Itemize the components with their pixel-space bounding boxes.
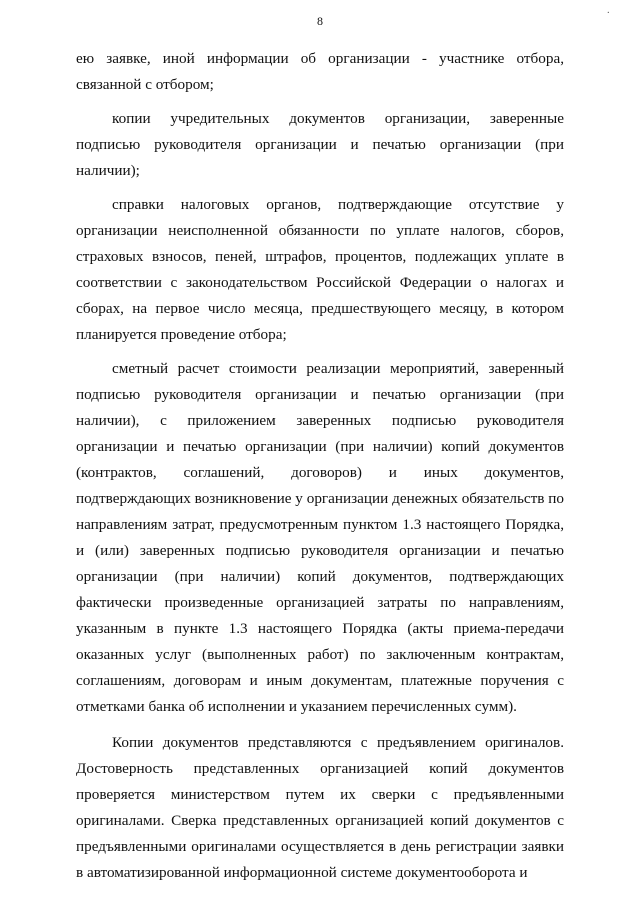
paragraph-continuation: ею заявке, иной информации об организации - участнике отбора, связанной с отбором; xyxy=(76,50,564,93)
corner-mark: · xyxy=(606,8,610,19)
document-body xyxy=(76,46,564,886)
paragraph-tax-certificates: справки налоговых органов, подтверждающие отсутствие у организации неисполненной обязанности по уплате налогов, сборов, страховых взносов, пеней, штрафов, процентов, подлежащих уплате в соответствии с законодательством Российской Федерации о налогах и сборах, на первое число месяца, предшествующего месяцу, в котором планируется проведение отбора; xyxy=(76,196,564,343)
paragraph-cost-estimate: сметный расчет стоимости реализации мероприятий, заверенный подписью руководителя организации и печатью организации (при наличии), с приложением заверенных подписью руководителя организации и печатью организации (при наличии) копий документов (контрактов, соглашений, договоров) и иных документов, подтверждающих возникновение у организации денежных обязательств по направлениям затрат, предусмотренным пунктом 1.3 настоящего Порядка, и (или) заверенных подписью руководителя организации и печатью организации (при наличии) копий документов, подтверждающих фактически произведенные организацией затраты по направлениям, указанным в пункте 1.3 настоящего Порядка (акты приема-передачи оказанных услуг (выполненных работ) по заключенным контрактам, соглашениям, договорам и иным документам, платежные поручения с отметками банка об исполнении и указанием перечисленных сумм). xyxy=(76,360,564,715)
paragraph-founding-documents: копии учредительных документов организации, заверенные подписью руководителя организации и печатью организации (при наличии); xyxy=(76,110,564,179)
page-number: 8 xyxy=(317,14,323,28)
paragraph-document-copies: Копии документов представляются с предъявлением оригиналов. Достоверность представленных организацией копий документов проверяется министерством путем их сверки с предъявленными оригиналами. Сверка представленных организацией копий документов с предъявленными оригиналами осуществляется в день регистрации заявки в автоматизированной информационной системе документооборота и xyxy=(76,734,564,881)
